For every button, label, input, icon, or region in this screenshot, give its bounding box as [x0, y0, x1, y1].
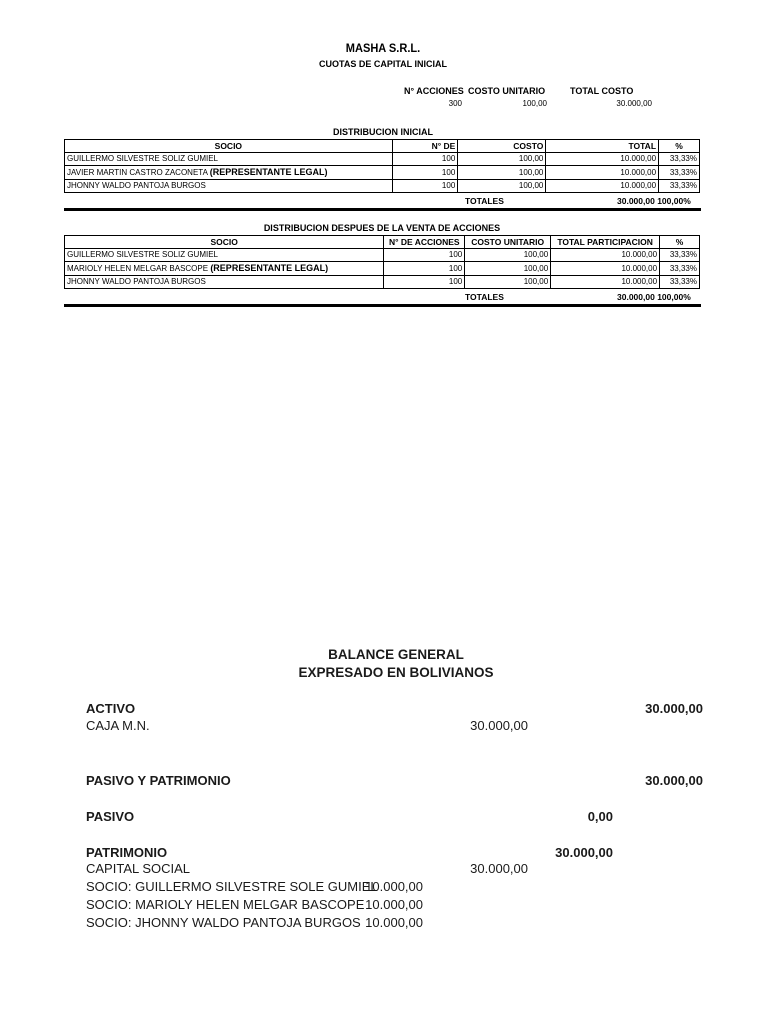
pct-cell: 33,33%: [660, 262, 700, 276]
header-socio: SOCIO: [65, 140, 393, 153]
socio-line-label: SOCIO: MARIOLY HELEN MELGAR BASCOPE: [86, 897, 365, 912]
socio-line-label: SOCIO: GUILLERMO SILVESTRE SOLE GUMIEL: [86, 879, 378, 894]
socio-cell: MARIOLY HELEN MELGAR BASCOPE (REPRESENTANTE LEGAL): [65, 262, 384, 276]
socio-cell: JHONNY WALDO PANTOJA BURGOS: [65, 276, 384, 289]
table1-totales-label: TOTALES: [465, 196, 504, 206]
acciones-value: 300: [448, 99, 462, 108]
col-total-label: TOTAL COSTO: [570, 86, 634, 96]
table-header-row: [65, 140, 700, 153]
table1-bottom-rule: [64, 208, 701, 211]
col-costo-label: COSTO UNITARIO: [468, 86, 546, 96]
table2-title: DISTRIBUCION DESPUES DE LA VENTA DE ACCIONES: [263, 223, 501, 233]
legal-rep-label: (REPRESENTANTE LEGAL): [210, 263, 329, 273]
pct-cell: 33,33%: [659, 166, 700, 180]
table1-totales-pct: 100,00%: [657, 196, 691, 206]
costo-cell: 100,00: [465, 262, 551, 276]
header-pct: %: [659, 140, 700, 153]
pct-cell: 33,33%: [659, 180, 700, 193]
total-cell: 10.000,00: [551, 276, 660, 289]
capital-social-value: 30.000,00: [470, 861, 528, 876]
table-row: [65, 276, 700, 289]
total-cell: 10.000,00: [546, 153, 659, 166]
company-title: MASHA S.R.L.: [345, 41, 421, 55]
pct-cell: 33,33%: [660, 249, 700, 262]
costo-cell: 100,00: [458, 180, 546, 193]
table2-bottom-rule: [64, 304, 701, 307]
caja-value: 30.000,00: [470, 718, 528, 733]
activo-total: 30.000,00: [645, 701, 703, 716]
table2-totales-label: TOTALES: [465, 292, 504, 302]
header-costo: COSTO UNITARIO: [465, 236, 551, 249]
socio-line-value: 10.000,00: [365, 879, 423, 894]
socio-cell: GUILLERMO SILVESTRE SOLIZ GUMIEL: [65, 249, 384, 262]
table-row: [65, 180, 700, 193]
pct-cell: 33,33%: [659, 153, 700, 166]
activo-label: ACTIVO: [86, 701, 136, 716]
n-cell: 100: [384, 262, 465, 276]
costo-cell: 100,00: [458, 153, 546, 166]
socio-cell: JAVIER MARTIN CASTRO ZACONETA (REPRESENTANTE LEGAL): [65, 166, 393, 180]
table-row: [65, 166, 700, 180]
header-total: TOTAL PARTICIPACION: [551, 236, 660, 249]
costo-cell: 100,00: [465, 249, 551, 262]
subtitle: CUOTAS DE CAPITAL INICIAL: [319, 59, 447, 69]
pasivo-patrimonio-total: 30.000,00: [645, 773, 703, 788]
table-row: [65, 153, 700, 166]
table1-totales-value: 30.000,00 100,00%: [617, 196, 691, 206]
total-cell: 10.000,00: [551, 249, 660, 262]
table2-totales-pct: 100,00%: [657, 292, 691, 302]
header-costo: COSTO: [458, 140, 546, 153]
total-cell: 10.000,00: [551, 262, 660, 276]
total-cell: 10.000,00: [546, 166, 659, 180]
costo-cell: 100,00: [465, 276, 551, 289]
capital-social-label: CAPITAL SOCIAL: [86, 861, 191, 876]
table-header-row: [65, 236, 700, 249]
n-cell: 100: [392, 180, 458, 193]
table2-totales-value: 30.000,00 100,00%: [617, 292, 691, 302]
n-cell: 100: [384, 276, 465, 289]
pct-cell: 33,33%: [660, 276, 700, 289]
table2: [64, 235, 700, 289]
pasivo-value: 0,00: [587, 809, 613, 824]
table1: [64, 139, 700, 193]
legal-rep-label: (REPRESENTANTE LEGAL): [209, 167, 328, 177]
costo-cell: 100,00: [458, 166, 546, 180]
caja-label: CAJA M.N.: [86, 718, 150, 733]
n-cell: 100: [392, 166, 458, 180]
balance-title: BALANCE GENERAL: [328, 647, 464, 662]
table-row: [65, 249, 700, 262]
table-row: [65, 262, 700, 276]
header-socio: SOCIO: [65, 236, 384, 249]
total-value: 30.000,00: [616, 99, 652, 108]
socio-cell: JHONNY WALDO PANTOJA BURGOS: [65, 180, 393, 193]
pasivo-label: PASIVO: [86, 809, 135, 824]
balance-subtitle: EXPRESADO EN BOLIVIANOS: [298, 665, 494, 680]
costo-value: 100,00: [522, 99, 547, 108]
socio-cell: GUILLERMO SILVESTRE SOLIZ GUMIEL: [65, 153, 393, 166]
col-acciones-label: N° ACCIONES: [404, 86, 464, 96]
table1-title: DISTRIBUCION INICIAL: [333, 127, 433, 137]
n-cell: 100: [384, 249, 465, 262]
header-n: N° DE: [392, 140, 458, 153]
header-n: N° DE ACCIONES: [384, 236, 465, 249]
socio-line-value: 10.000,00: [365, 915, 423, 930]
total-cell: 10.000,00: [546, 180, 659, 193]
header-total: TOTAL: [546, 140, 659, 153]
header-pct: %: [660, 236, 700, 249]
patrimonio-label: PATRIMONIO: [86, 845, 168, 860]
patrimonio-value: 30.000,00: [555, 845, 613, 860]
socio-line-value: 10.000,00: [365, 897, 423, 912]
socio-line-label: SOCIO: JHONNY WALDO PANTOJA BURGOS: [86, 915, 361, 930]
pasivo-patrimonio-label: PASIVO Y PATRIMONIO: [86, 773, 231, 788]
n-cell: 100: [392, 153, 458, 166]
